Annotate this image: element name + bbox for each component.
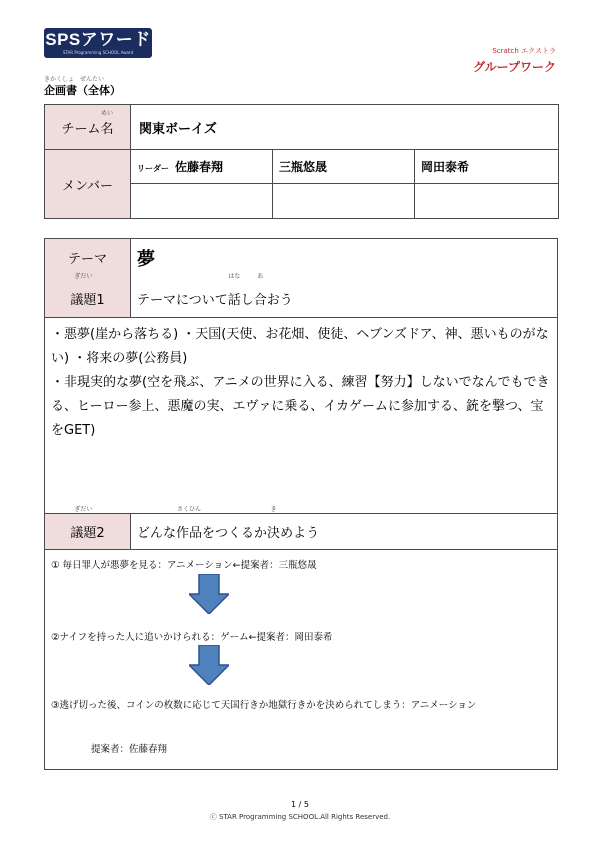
members-label: メンバー xyxy=(45,150,131,219)
member-empty-cell xyxy=(131,184,273,219)
topic2-prompt: どんな さくひん 作品をつくるか き 決めよう xyxy=(137,506,320,541)
idea-item: ① 毎日罪人が悪夢を見る：アニメーション←提案者：三瓶悠晟 xyxy=(51,560,317,571)
doc-title-ruby: きかくしょ ぜんたい xyxy=(44,76,105,83)
topic1-label: ぎだい 議題1 xyxy=(45,281,131,317)
idea-item: ②ナイフを持った人に追いかけられる：ゲーム←提案者：岡田泰希 xyxy=(51,632,333,643)
member-empty-cell xyxy=(273,184,415,219)
idea-item: ③逃げ切った後、コインの枚数に応じて天国行きか地獄行きかを決められてしまう：アニメーション xyxy=(51,700,477,711)
logo-title: SPSアワード xyxy=(45,30,151,49)
down-arrow-icon xyxy=(189,645,229,685)
topic1-notes xyxy=(51,323,551,443)
member-2: 三瓶悠晟 xyxy=(273,150,415,184)
down-arrow-icon xyxy=(189,574,229,614)
brand-logo xyxy=(44,28,152,58)
header-title: グループワーク xyxy=(472,60,556,74)
copyright: ⓒ STAR Programming SCHOOL.All Rights Reserved. xyxy=(209,813,391,821)
planning-section xyxy=(44,238,558,770)
theme-label: テーマ xyxy=(45,239,131,281)
doc-title: 企画書（全体） xyxy=(44,84,121,97)
theme-value: 夢 xyxy=(137,249,155,270)
header-subtitle: Scratch エクストラ xyxy=(492,47,556,55)
team-name-label: チーム めい 名 xyxy=(45,105,131,150)
member-3: 岡田泰希 xyxy=(415,150,559,184)
team-table xyxy=(44,104,559,219)
topic1-prompt: テーマについて はな 話し あ 合おう xyxy=(137,273,293,308)
divider xyxy=(45,317,557,318)
note-item: ・悪夢(崖から落ちる) ・天国(天使、お花畑、使徒、ヘブンズドア、神、悪いものがない) ・将来の夢(公務員) xyxy=(51,327,549,366)
member-leader: リーダー 佐藤春翔 xyxy=(131,150,273,184)
idea-item: 提案者：佐藤春翔 xyxy=(91,744,168,755)
topic2-label: ぎだい 議題2 xyxy=(45,514,131,549)
team-name-value: 関東ボーイズ xyxy=(131,105,559,150)
logo-subtitle: STAR Programming SCHOOL Award xyxy=(62,50,134,55)
note-item: ・非現実的な夢(空を飛ぶ、アニメの世界に入る、練習【努力】しないでなんでもできる、ヒーロー参上、悪魔の実、エヴァに乗る、イカゲームに参加する、銃を撃つ、宝をGET) xyxy=(51,375,550,438)
divider xyxy=(45,549,557,550)
leader-tag: リーダー xyxy=(137,164,169,173)
member-empty-cell xyxy=(415,184,559,219)
page-number: 1 / 5 xyxy=(291,800,309,809)
